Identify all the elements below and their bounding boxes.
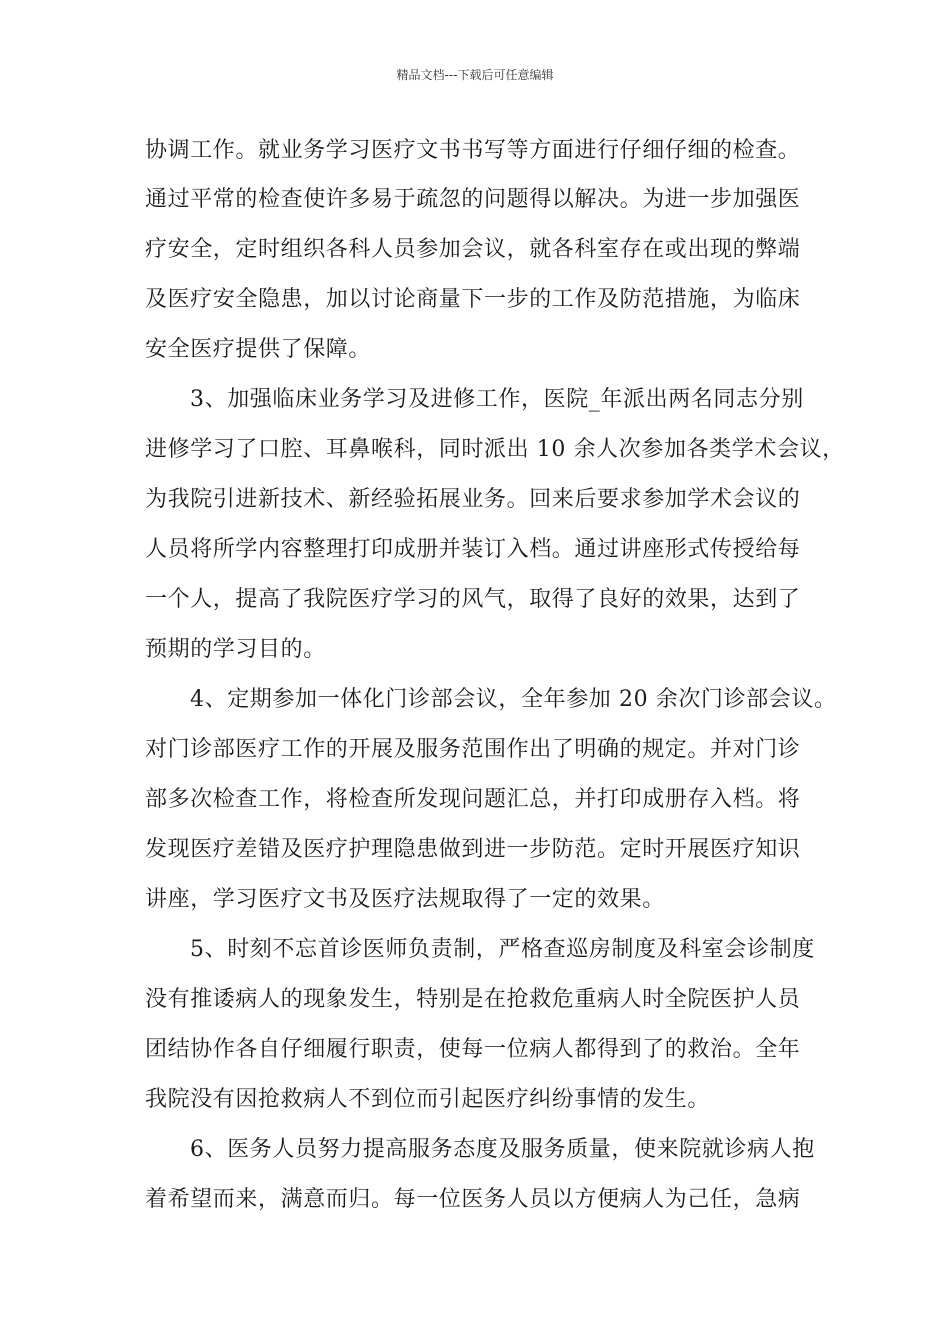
text-line: 我院没有因抢救病人不到位而引起医疗纠纷事情的发生。	[145, 1087, 711, 1112]
text-line: 团结协作各自仔细履行职责，使每一位病人都得到了的救治。全年	[145, 1037, 801, 1062]
page-header: 精品文档---下载后可任意编辑	[396, 68, 554, 82]
text-line: 讲座，学习医疗文书及医疗法规取得了一定的效果。	[145, 887, 665, 912]
text-line: 发现医疗差错及医疗护理隐患做到进一步防范。定时开展医疗知识	[145, 837, 801, 862]
text-line: 部多次检查工作，将检查所发现问题汇总，并打印成册存入档。将	[145, 787, 801, 812]
text-line: 及医疗安全隐患，加以讨论商量下一步的工作及防范措施，为临床	[145, 287, 801, 312]
text-line: 预期的学习目的。	[145, 637, 326, 662]
text-line: 对门诊部医疗工作的开展及服务范围作出了明确的规定。并对门诊	[145, 737, 801, 762]
text-line: 一个人，提高了我院医疗学习的风气，取得了良好的效果，达到了	[145, 587, 801, 612]
paragraph-6-first-line: 6、医务人员努力提高服务态度及服务质量，使来院就诊病人抱	[190, 1137, 815, 1162]
text-line: 着希望而来，满意而归。每一位医务人员以方便病人为己任，急病	[145, 1187, 801, 1212]
paragraph-5-first-line: 5、时刻不忘首诊医师负责制，严格查巡房制度及科室会诊制度	[190, 937, 815, 962]
text-line: 通过平常的检查使许多易于疏忽的问题得以解决。为进一步加强医	[145, 187, 801, 212]
paragraph-4-first-line: 4、定期参加一体化门诊部会议，全年参加 20 余次门诊部会议。	[190, 687, 837, 712]
text-line: 没有推诿病人的现象发生，特别是在抢救危重病人时全院医护人员	[145, 987, 801, 1012]
paragraph-3-first-line: 3、加强临床业务学习及进修工作，医院_年派出两名同志分别	[190, 387, 804, 412]
text-line: 协调工作。就业务学习医疗文书书写等方面进行仔细仔细的检查。	[145, 138, 801, 163]
text-line: 进修学习了口腔、耳鼻喉科，同时派出 10 余人次参加各类学术会议，	[145, 437, 845, 462]
text-line: 为我院引进新技术、新经验拓展业务。回来后要求参加学术会议的	[145, 487, 801, 512]
text-line: 人员将所学内容整理打印成册并装订入档。通过讲座形式传授给每	[145, 537, 801, 562]
text-line: 安全医疗提供了保障。	[145, 337, 372, 362]
text-line: 疗安全，定时组织各科人员参加会议，就各科室存在或出现的弊端	[145, 237, 801, 262]
